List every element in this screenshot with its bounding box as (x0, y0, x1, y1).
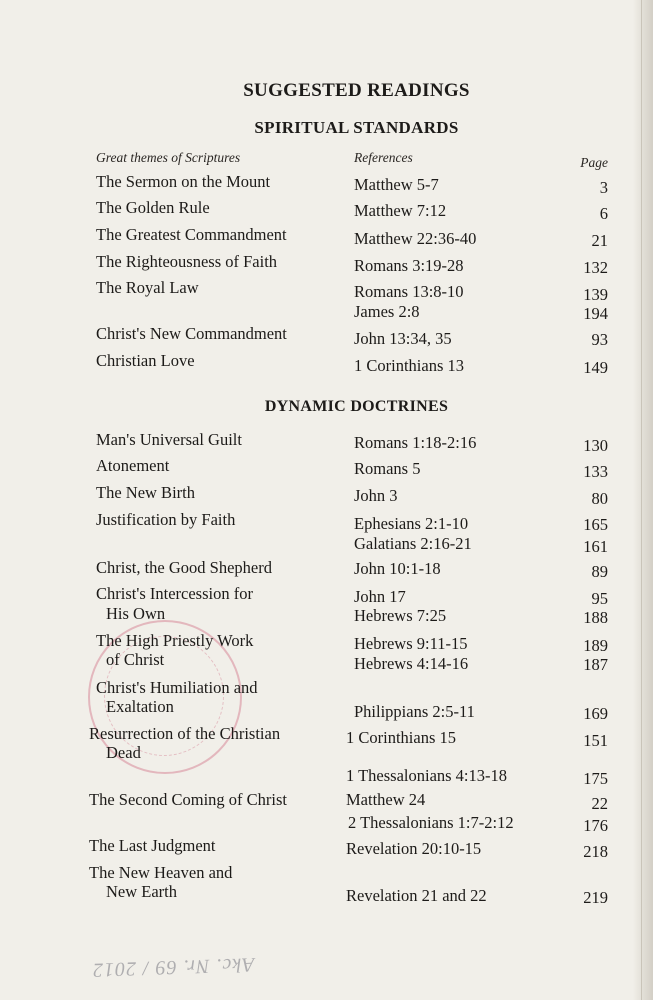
reference-text: Hebrews 7:25 (354, 606, 447, 625)
reading-row (0, 743, 653, 763)
page-number: 169 (583, 704, 608, 723)
theme-text: Christ's Intercession for (96, 584, 253, 603)
reading-row (0, 790, 653, 813)
reference-text: 2 Thessalonians 1:7-2:12 (348, 813, 514, 832)
page-number: 93 (591, 330, 608, 349)
reference-text: Ephesians 2:1-10 (354, 514, 469, 533)
page-number: 22 (591, 794, 608, 813)
theme-text: Dead (106, 743, 141, 762)
reading-row (0, 225, 653, 250)
reading-row (0, 172, 653, 197)
page-number: 80 (591, 489, 608, 508)
theme-text: Christian Love (96, 351, 195, 370)
page-number: 219 (583, 888, 608, 907)
reference-text: Matthew 24 (346, 790, 426, 809)
page-number: 218 (583, 842, 608, 861)
reading-row (0, 678, 653, 698)
reading-row (0, 252, 653, 277)
reading-row (0, 510, 653, 534)
reading-row (0, 430, 653, 455)
reading-row (0, 766, 653, 786)
reference-text: Hebrews 9:11-15 (354, 634, 468, 653)
theme-text: The Golden Rule (96, 198, 210, 217)
reading-row (0, 302, 653, 322)
page-number: 6 (599, 204, 608, 223)
page-number: 139 (583, 285, 608, 304)
reference-text: John 3 (354, 486, 398, 505)
theme-text: The Sermon on the Mount (96, 172, 271, 191)
theme-text: His Own (106, 604, 166, 623)
page-number: 89 (591, 562, 608, 581)
page-number: 132 (583, 258, 608, 277)
section-title-spiritual-standards: SPIRITUAL STANDARDS (254, 118, 459, 137)
page-number: 189 (583, 636, 608, 655)
page-number: 21 (591, 231, 608, 250)
reading-row (0, 198, 653, 223)
reading-row (0, 483, 653, 508)
reference-text: James 2:8 (354, 302, 420, 321)
reference-text: Philippians 2:5-11 (354, 702, 475, 721)
page-number: 194 (583, 304, 608, 323)
reference-text: Revelation 21 and 22 (346, 886, 487, 905)
reading-row (0, 650, 653, 674)
page-number: 95 (591, 589, 608, 608)
page-number: 149 (583, 358, 608, 377)
pencil-accession-note: Akc. Nr. 69 / 2012 (91, 953, 255, 981)
reading-row (0, 558, 653, 581)
theme-text: Christ's New Commandment (96, 324, 287, 343)
reading-row (0, 836, 653, 861)
reading-row (0, 324, 653, 349)
theme-text: Christ, the Good Shepherd (96, 558, 272, 577)
page-title: SUGGESTED READINGS (243, 80, 470, 101)
reading-row (0, 882, 653, 907)
theme-text: New Earth (106, 882, 178, 901)
theme-text: The Greatest Commandment (96, 225, 287, 244)
reference-text: Galatians 2:16-21 (354, 534, 472, 553)
theme-text: The Second Coming of Christ (89, 790, 287, 809)
reference-text: Revelation 20:10-15 (346, 839, 482, 858)
reference-text: John 10:1-18 (354, 559, 441, 578)
theme-text: Justification by Faith (96, 510, 236, 529)
theme-text: The New Birth (96, 483, 195, 502)
page-number: 151 (583, 731, 608, 750)
reading-row (0, 456, 653, 481)
reference-text: Hebrews 4:14-16 (354, 654, 469, 673)
reference-text: 1 Thessalonians 4:13-18 (346, 766, 508, 785)
reading-row (0, 584, 653, 608)
page-number: 187 (583, 655, 608, 674)
theme-text: The Righteousness of Faith (96, 252, 278, 271)
reference-text: Romans 5 (354, 459, 421, 478)
reference-text: Matthew 22:36-40 (354, 229, 477, 248)
page-number: 175 (583, 769, 608, 788)
page-number: 188 (583, 608, 608, 627)
reading-row (0, 813, 653, 833)
reading-row (0, 724, 653, 750)
reading-row (0, 863, 653, 883)
theme-text: Atonement (96, 456, 170, 475)
column-header-page: Page (580, 155, 608, 170)
reference-text: Romans 1:18-2:16 (354, 433, 477, 452)
theme-text: of Christ (106, 650, 165, 669)
page-number: 130 (583, 436, 608, 455)
page-number: 3 (599, 178, 608, 197)
reading-row (0, 631, 653, 655)
column-header-references: References (354, 150, 413, 165)
theme-text: The Royal Law (96, 278, 199, 297)
section-title-dynamic-doctrines: DYNAMIC DOCTRINES (264, 398, 449, 415)
reference-text: Romans 3:19-28 (354, 256, 464, 275)
reference-text: John 13:34, 35 (354, 329, 452, 348)
theme-text: Resurrection of the Christian (89, 724, 281, 743)
reading-row (0, 697, 653, 723)
reference-text: Matthew 7:12 (354, 201, 447, 220)
reference-text: Romans 13:8-10 (354, 282, 464, 301)
reading-row (0, 351, 653, 377)
reference-text: 1 Corinthians 13 (354, 356, 464, 375)
reading-row (0, 534, 653, 554)
page-number: 133 (583, 462, 608, 481)
column-header-themes: Great themes of Scriptures (96, 150, 241, 165)
reading-row (0, 604, 653, 627)
page-number: 176 (583, 816, 608, 835)
theme-text: The Last Judgment (89, 836, 216, 855)
page-number: 161 (583, 537, 608, 556)
reading-row (0, 278, 653, 304)
reference-text: John 17 (354, 587, 406, 606)
theme-text: Exaltation (106, 697, 174, 716)
theme-text: The High Priestly Work (96, 631, 254, 650)
reference-text: 1 Corinthians 15 (346, 728, 456, 747)
theme-text: Christ's Humiliation and (96, 678, 258, 697)
theme-text: Man's Universal Guilt (96, 430, 242, 449)
page-number: 165 (583, 515, 608, 534)
theme-text: The New Heaven and (89, 863, 233, 882)
reference-text: Matthew 5-7 (354, 175, 439, 194)
